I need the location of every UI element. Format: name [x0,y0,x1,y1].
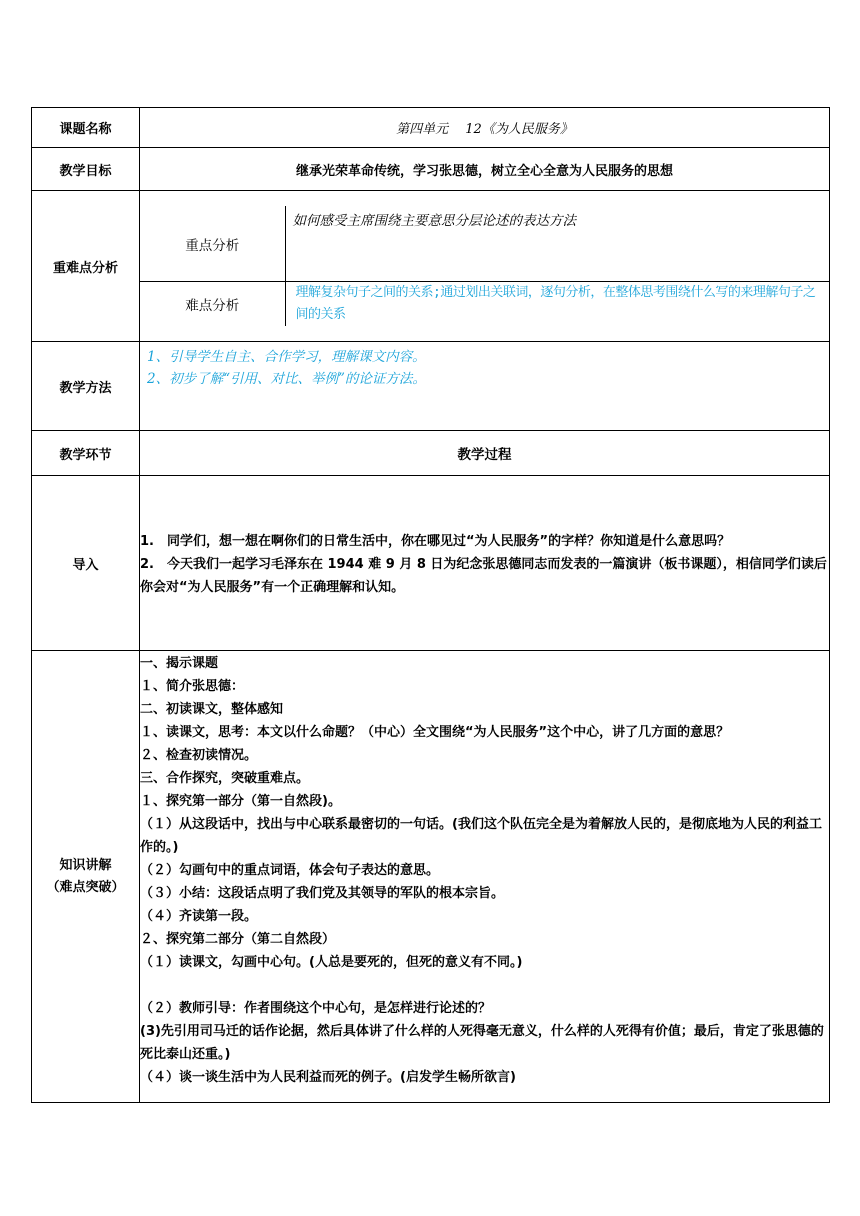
knowledge-label [32,651,140,1103]
knowledge-line: （２）勾画句中的重点词语，体会句子表达的意思。 [140,863,440,878]
teaching-goal-label: 教学目标 [32,148,140,191]
lesson-plan-table [31,107,830,1103]
method-line-2: 2、初步了解“引用、对比、举例”的论证方法。 [147,371,426,387]
row-teaching-goal [32,148,830,191]
intro-line-1: 1. 同学们，想一想在啊你们的日常生活中，你在哪见过“为人民服务”的字样？你知道是什么意思吗？ [140,533,731,549]
knowledge-label-line-2: （难点突破） [46,879,125,895]
knowledge-content [140,651,830,1103]
knowledge-line: 三、合作探究，突破重难点。 [140,771,310,786]
knowledge-line: ２、检查初读情况。 [140,748,258,763]
knowledge-line: (3)先引用司马迁的话作论据，然后具体讲了什么样的人死得毫无意义，什么样的人死得有价值；最后，肯定了张思德的死比泰山还重。) [140,1024,824,1062]
row-teaching-method [32,342,830,431]
knowledge-line: 二、初读课文，整体感知 [140,702,284,717]
key-points-cell [140,191,830,342]
course-title-value: 第四单元 12《为人民服务》 [140,108,830,148]
difficulty-value: 理解复杂句子之间的关系;通过划出关联词，逐句分析，在整体思考围绕什么写的来理解句子之间的关系 [295,285,816,323]
key-points-subtable [140,206,829,327]
intro-label: 导入 [32,476,140,651]
knowledge-line: 一、揭示课题 [140,656,219,671]
stage-header-label: 教学环节 [32,431,140,476]
teaching-goal-value: 继承光荣革命传统，学习张思德，树立全心全意为人民服务的思想 [140,148,830,191]
row-key-points [32,191,830,342]
method-line-1: 1、引导学生自主、合作学习，理解课文内容。 [147,349,426,365]
knowledge-blank-line [140,974,829,997]
knowledge-line: ２、探究第二部分（第二自然段） [140,932,336,947]
knowledge-line: （３）小结：这段话点明了我们党及其领导的军队的根本宗旨。 [140,886,505,901]
row-course-title [32,108,830,148]
knowledge-line: １、读课文，思考：本文以什么命题？（中心）全文围绕“为人民服务”这个中心，讲了几方面的意思？ [140,725,730,740]
intro-line-2: 2. 今天我们一起学习毛泽东在 1944 难 9 月 8 日为纪念张思德同志而发表的一篇演讲（板书课题），相信同学们读后你会对“为人民服务”有一个正确理解和认知。 [140,556,827,595]
knowledge-line: （１）读课文，勾画中心句。(人总是要死的，但死的意义有不同。) [140,955,523,970]
focus-value: 如何感受主席围绕主要意思分层论述的表达方法 [285,206,829,282]
difficulty-label: 难点分析 [140,282,285,327]
knowledge-line: （４）齐读第一段。 [140,909,258,924]
knowledge-line: １、探究第一部分（第一自然段)。 [140,794,341,809]
focus-label: 重点分析 [140,206,285,282]
knowledge-line: （１）从这段话中，找出与中心联系最密切的一句话。(我们这个队伍完全是为着解放人民的，是彻底地为人民的利益工作的。) [140,817,822,855]
intro-content [140,476,830,651]
course-title-label: 课题名称 [32,108,140,148]
row-knowledge [32,651,830,1103]
row-stage-header [32,431,830,476]
knowledge-line: （４）谈一谈生活中为人民利益而死的例子。(启发学生畅所欲言) [140,1070,516,1085]
teaching-method-label: 教学方法 [32,342,140,431]
process-header: 教学过程 [140,431,830,476]
knowledge-line: （２）教师引导：作者围绕这个中心句，是怎样进行论述的？ [140,1001,492,1016]
key-points-label: 重难点分析 [32,191,140,342]
row-intro [32,476,830,651]
teaching-method-value [140,342,830,431]
knowledge-line: １、简介张思德： [140,679,245,694]
knowledge-label-line-1: 知识讲解 [59,857,112,873]
